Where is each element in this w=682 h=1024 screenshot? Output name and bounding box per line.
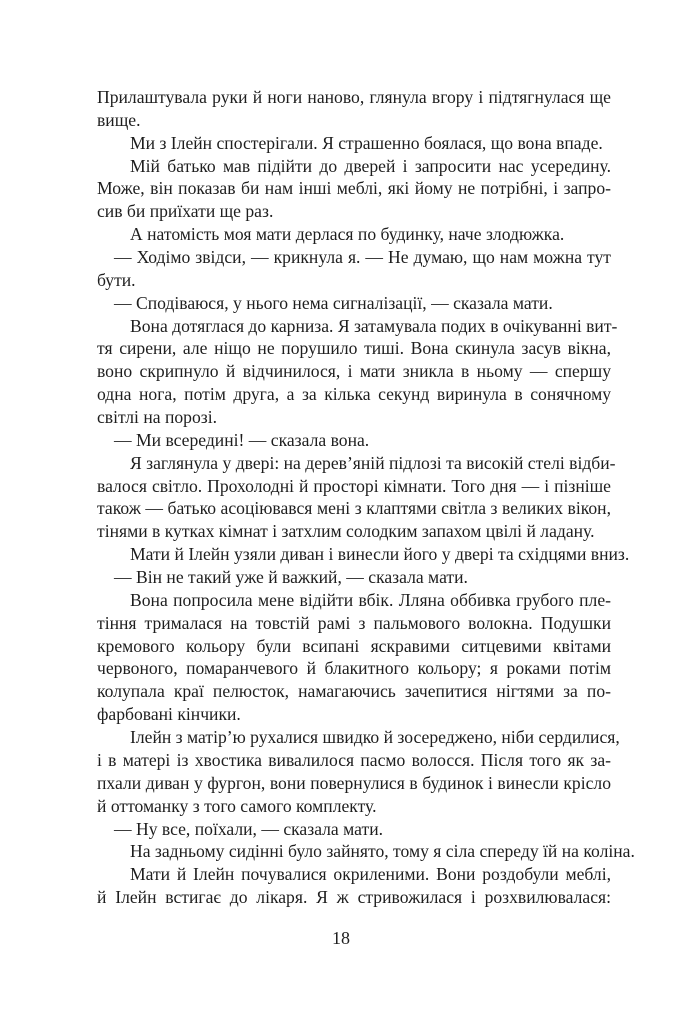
text-line: і в матері із хвостика вивалилося пасмо волосся. Після того як за-: [97, 749, 611, 770]
text-line: червоного, помаранчевого й блакитного кольору; я роками потім: [97, 658, 611, 679]
text-line: й оттоманку з того самого комплекту.: [97, 795, 377, 816]
text-line: тя сирени, але ніщо не порушило тиші. Вона скинула засув вікна,: [97, 338, 611, 359]
text-line: Прилаштувала руки й ноги наново, глянула вгору і підтягнулася ще: [97, 87, 611, 107]
text-line: Може, він показав би нам інші меблі, які йому не потрібні, і запро-: [97, 178, 611, 199]
text-line: Ми з Ілейн спостерігали. Я страшенно боялася, що вона впаде.: [130, 132, 603, 153]
text-line: кремового кольору були всипані яскравими ситцевими квітами: [97, 635, 611, 656]
text-line: Мій батько мав підійти до дверей і запросити нас усередину.: [130, 155, 611, 176]
text-line: світлі на порозі.: [97, 407, 217, 428]
text-line: вище.: [97, 109, 141, 130]
text-line: А натомість моя мати дерлася по будинку, наче злодюжка.: [130, 224, 565, 245]
text-line: Вона дотяглася до карниза. Я затамувала подих в очікуванні вит-: [130, 315, 618, 336]
text-line: пхали диван у фургон, вони повернулися в будинок і винесли крісло: [97, 772, 611, 793]
text-line: воно скрипнуло й відчинилося, і мати зникла в ньому — спершу: [97, 361, 611, 382]
text-line: сив би приїхати ще раз.: [97, 201, 274, 222]
text-line: фарбовані кінчики.: [97, 704, 241, 725]
text-line: — Сподіваюся, у нього нема сигналізації, — сказала мати.: [114, 292, 553, 313]
text-line: одна нога, потім друга, а за кілька секунд виринула в сонячному: [97, 384, 611, 405]
text-line: також — батько асоціювався мені з клаптями світла з великих вікон,: [97, 498, 611, 519]
text-line: — Ходімо звідси, — крикнула я. — Не думаю, що нам можна тут: [114, 247, 611, 268]
text-line: Я заглянула у двері: на дерев’яній підлозі та високій стелі відби-: [130, 452, 616, 473]
text-line: Мати й Ілейн почувалися окриленими. Вони роздобули меблі,: [130, 864, 611, 885]
text-line: Мати й Ілейн узяли диван і винесли його у двері та східцями вниз.: [130, 544, 630, 565]
text-line: й Ілейн встигає до лікаря. Я ж стривожилася і розхвилювалася:: [97, 887, 611, 908]
text-line: — Він не такий уже й важкий, — сказала мати.: [114, 567, 468, 588]
text-line: Ілейн з матір’ю рухалися швидко й зосереджено, ніби сердилися,: [130, 727, 620, 748]
text-line: бути.: [97, 269, 136, 290]
page-number: 18: [332, 928, 350, 948]
text-line: колупала краї пелюсток, намагаючись зачепитися нігтями за по-: [97, 681, 611, 702]
page-body-text: [97, 86, 635, 909]
text-line: — Ми всередині! — сказала вона.: [114, 429, 370, 450]
text-line: Вона попросила мене відійти вбік. Лляна оббивка грубого пле-: [130, 589, 611, 610]
text-line: На задньому сидінні було зайнято, тому я сіла спереду їй на коліна.: [130, 841, 635, 862]
text-line: валося світло. Прохолодні й просторі кімнати. Того дня — і пізніше: [97, 475, 611, 496]
text-line: — Ну все, поїхали, — сказала мати.: [114, 818, 384, 839]
text-line: тінями в кутках кімнат і затхлим солодким запахом цвілі й ладану.: [97, 521, 595, 542]
text-line: тіння трималася на товстій рамі з пальмового волокна. Подушки: [97, 612, 611, 633]
